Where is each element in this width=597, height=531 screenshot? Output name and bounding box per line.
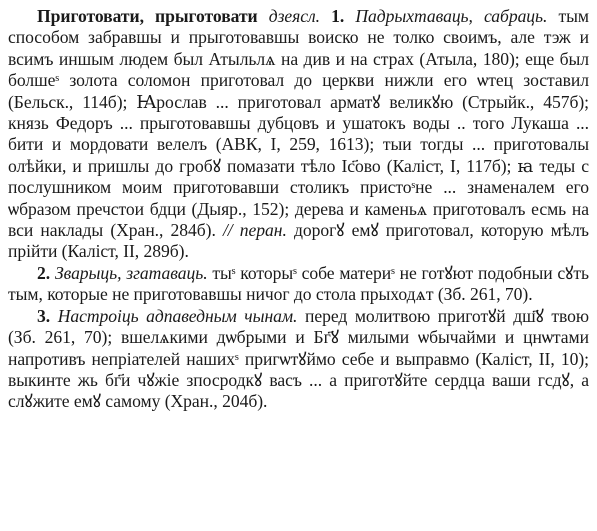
- headword: Приготовати, прыготовати: [37, 6, 258, 26]
- sense-definition: Падрыхтаваць, сабраць.: [355, 6, 548, 26]
- sense-definition: Зварыць, згатаваць.: [54, 262, 208, 283]
- sense-text: тыˢ которыˢ собе материˢ не готꙋют подобныи сꙋть тым, которые не приготовавшы ничог до стола прыходѧт (Зб. 261, 70).: [8, 262, 589, 305]
- sense-text: перед молитвою приготꙋй дш҃ꙋ твою (Зб. 261, 70); вшелѧкими дѡбрыми и Бг҃ꙋ милыми ѡбычайми и цнѡтами напротивъ непрiателей нашихˢ пригѡтꙋймо себе и выправмо (Калiст, II, 10); выкинте жь бг҃и чꙋжiе зпосродкꙋ васъ ... а приготꙋйте сердца ваши гсдꙋ, а слꙋжите емꙋ самому (Хран., 204б).: [8, 305, 589, 412]
- sense-number: 3.: [37, 305, 51, 326]
- figurative-marker: // перан.: [222, 220, 287, 241]
- sense-1: [8, 6, 589, 263]
- sense-text: тым способом забравшы и прыготовавшы воиско не толко своимъ, але тэж и всимъ иншым людем был Атыльлѧ на див и на страх (Атыла, 180); еще был болшеˢ золота соломон приготовал до церкви нижли его ѡтец зоставил (Бельск., 114б); Ꙗрослав ... приготовал арматꙋ великꙋю (Стрыйк., 457б); князь Федоръ ... прыготовавшы дубцовъ и ушатокъ воды .. того Лукаша ... бити и мордовати велелъ (АВК, I, 259, 1613); тыи тогды ... приготовалы олѣйки, и пришлы до гробꙋ помазати тѣло Іс҃ово (Калiст, I, 117б); ꙗ теды с послушником моим приготовавши столикъ пристоˢне ... знаменалем его ѡбразом пречстои бдци (Дыяр., 152); дерева и каменьѧ приготовалъ есмь на вси наклады (Хран., 284б).: [8, 6, 589, 241]
- sense-number: 1.: [331, 6, 345, 26]
- sense-2: [8, 263, 589, 306]
- figurative-text: дорогꙋ емꙋ приготовал, которую мѣлъ прiйти (Калiст, II, 289б).: [8, 220, 589, 262]
- sense-number: 2.: [37, 262, 51, 283]
- part-of-speech: дзеясл.: [268, 6, 321, 26]
- sense-definition: Настроiць адпаведным чынам.: [57, 305, 298, 326]
- sense-3: [8, 306, 589, 413]
